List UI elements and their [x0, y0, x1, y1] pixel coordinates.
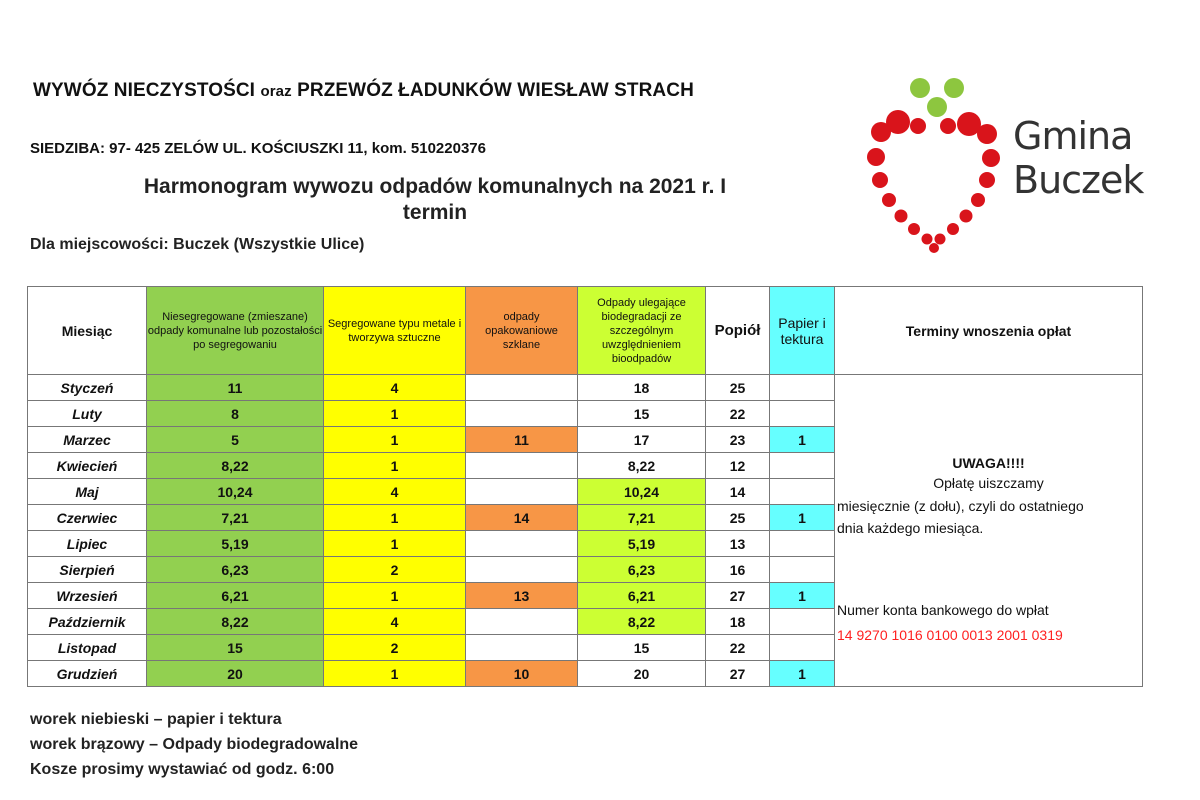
header-fees: Terminy wnoszenia opłat: [835, 287, 1143, 375]
header-metal: Segregowane typu metale i tworzywa sztuczne: [324, 287, 466, 375]
cell-mixed: 8,22: [147, 609, 324, 635]
cell-bio: 6,23: [578, 557, 706, 583]
account-label: Numer konta bankowego do wpłat: [837, 602, 1049, 618]
cell-mixed: 11: [147, 375, 324, 401]
cell-mixed: 5: [147, 427, 324, 453]
cell-paper: 1: [770, 661, 835, 687]
notes-line-1: Opłatę uiszczamy: [933, 475, 1044, 491]
cell-ash: 13: [706, 531, 770, 557]
locality: Dla miejscowości: Buczek (Wszystkie Ulice): [30, 236, 365, 253]
cell-ash: 22: [706, 401, 770, 427]
cell-ash: 16: [706, 557, 770, 583]
cell-glass: 10: [466, 661, 578, 687]
cell-ash: 12: [706, 453, 770, 479]
cell-bio: 8,22: [578, 453, 706, 479]
cell-paper: [770, 531, 835, 557]
cell-ash: 25: [706, 375, 770, 401]
header-bio: Odpady ulegające biodegradacji ze szczególnym uwzględnieniem bioodpadów: [578, 287, 706, 375]
cell-bio: 18: [578, 375, 706, 401]
header-mixed: Niesegregowane (zmieszane) odpady komunalne lub pozostałości po segregowaniu: [147, 287, 324, 375]
header-glass: odpady opakowaniowe szklane: [466, 287, 578, 375]
account-number: 14 9270 1016 0100 0013 2001 0319: [837, 627, 1063, 643]
cell-month: Kwiecień: [28, 453, 147, 479]
cell-paper: [770, 401, 835, 427]
cell-bio: 10,24: [578, 479, 706, 505]
notes-line-2: miesięcznie (z dołu), czyli do ostatniego: [837, 498, 1084, 514]
cell-metal: 1: [324, 427, 466, 453]
cell-metal: 1: [324, 505, 466, 531]
cell-paper: [770, 609, 835, 635]
cell-metal: 4: [324, 479, 466, 505]
cell-paper: 1: [770, 583, 835, 609]
cell-ash: 14: [706, 479, 770, 505]
cell-month: Grudzień: [28, 661, 147, 687]
cell-glass: [466, 609, 578, 635]
cell-metal: 1: [324, 531, 466, 557]
cell-mixed: 8,22: [147, 453, 324, 479]
cell-bio: 20: [578, 661, 706, 687]
company-seat: SIEDZIBA: 97- 425 ZELÓW UL. KOŚCIUSZKI 11, kom. 510220376: [30, 140, 486, 157]
cell-ash: 27: [706, 661, 770, 687]
footer-line-blue-bag: worek niebieski – papier i tektura: [30, 711, 282, 728]
cell-metal: 1: [324, 661, 466, 687]
cell-paper: [770, 479, 835, 505]
cell-glass: [466, 453, 578, 479]
cell-ash: 27: [706, 583, 770, 609]
cell-metal: 2: [324, 557, 466, 583]
cell-glass: 11: [466, 427, 578, 453]
cell-glass: 14: [466, 505, 578, 531]
cell-ash: 18: [706, 609, 770, 635]
cell-glass: [466, 401, 578, 427]
title-line-2: termin: [402, 201, 468, 224]
footer-line-brown-bag: worek brązowy – Odpady biodegradowalne: [30, 736, 359, 753]
gmina-buczek-logo: [848, 62, 1144, 262]
table-row: [28, 375, 1143, 401]
logo-word-buczek: Buczek: [1013, 158, 1144, 202]
cell-metal: 4: [324, 609, 466, 635]
cell-bio: 17: [578, 427, 706, 453]
cell-mixed: 6,21: [147, 583, 324, 609]
cell-mixed: 7,21: [147, 505, 324, 531]
cell-glass: [466, 557, 578, 583]
cell-paper: 1: [770, 427, 835, 453]
fees-notes-cell: [835, 375, 1143, 687]
cell-bio: 15: [578, 401, 706, 427]
cell-month: Maj: [28, 479, 147, 505]
cell-mixed: 10,24: [147, 479, 324, 505]
company-oraz: oraz: [260, 83, 292, 100]
page-title: [40, 174, 830, 226]
company-name: [33, 80, 694, 102]
cell-mixed: 8: [147, 401, 324, 427]
title-line-1: Harmonogram wywozu odpadów komunalnych na 2021 r. I: [143, 175, 727, 198]
cell-glass: [466, 479, 578, 505]
notes-title: UWAGA!!!!: [952, 455, 1025, 471]
cell-month: Listopad: [28, 635, 147, 661]
cell-ash: 23: [706, 427, 770, 453]
cell-metal: 4: [324, 375, 466, 401]
cell-ash: 25: [706, 505, 770, 531]
cell-paper: 1: [770, 505, 835, 531]
cell-glass: [466, 635, 578, 661]
cell-month: Luty: [28, 401, 147, 427]
cell-metal: 2: [324, 635, 466, 661]
company-rest: PRZEWÓZ ŁADUNKÓW WIESŁAW STRACH: [297, 80, 694, 101]
cell-month: Lipiec: [28, 531, 147, 557]
strawberry-dots-icon: [848, 62, 1008, 262]
cell-paper: [770, 375, 835, 401]
cell-glass: 13: [466, 583, 578, 609]
logo-word-gmina: Gmina: [1013, 114, 1133, 158]
company-main: WYWÓZ NIECZYSTOŚCI: [33, 80, 256, 101]
cell-bio: 7,21: [578, 505, 706, 531]
cell-mixed: 5,19: [147, 531, 324, 557]
cell-metal: 1: [324, 453, 466, 479]
schedule-table: [27, 286, 1143, 687]
cell-paper: [770, 635, 835, 661]
cell-bio: 8,22: [578, 609, 706, 635]
header-row: [28, 287, 1143, 375]
cell-glass: [466, 375, 578, 401]
header-ash: Popiół: [706, 287, 770, 375]
header-month: Miesiąc: [28, 287, 147, 375]
cell-month: Czerwiec: [28, 505, 147, 531]
cell-bio: 15: [578, 635, 706, 661]
cell-mixed: 15: [147, 635, 324, 661]
footer-notes: [30, 707, 358, 782]
cell-metal: 1: [324, 583, 466, 609]
cell-month: Październik: [28, 609, 147, 635]
cell-bio: 5,19: [578, 531, 706, 557]
cell-month: Wrzesień: [28, 583, 147, 609]
cell-month: Styczeń: [28, 375, 147, 401]
header-paper: Papier i tektura: [770, 287, 835, 375]
cell-mixed: 20: [147, 661, 324, 687]
notes-line-3: dnia każdego miesiąca.: [837, 520, 984, 536]
cell-metal: 1: [324, 401, 466, 427]
cell-ash: 22: [706, 635, 770, 661]
cell-paper: [770, 453, 835, 479]
footer-line-bins-time: Kosze prosimy wystawiać od godz. 6:00: [30, 761, 335, 778]
cell-month: Marzec: [28, 427, 147, 453]
cell-mixed: 6,23: [147, 557, 324, 583]
cell-month: Sierpień: [28, 557, 147, 583]
cell-bio: 6,21: [578, 583, 706, 609]
cell-paper: [770, 557, 835, 583]
cell-glass: [466, 531, 578, 557]
